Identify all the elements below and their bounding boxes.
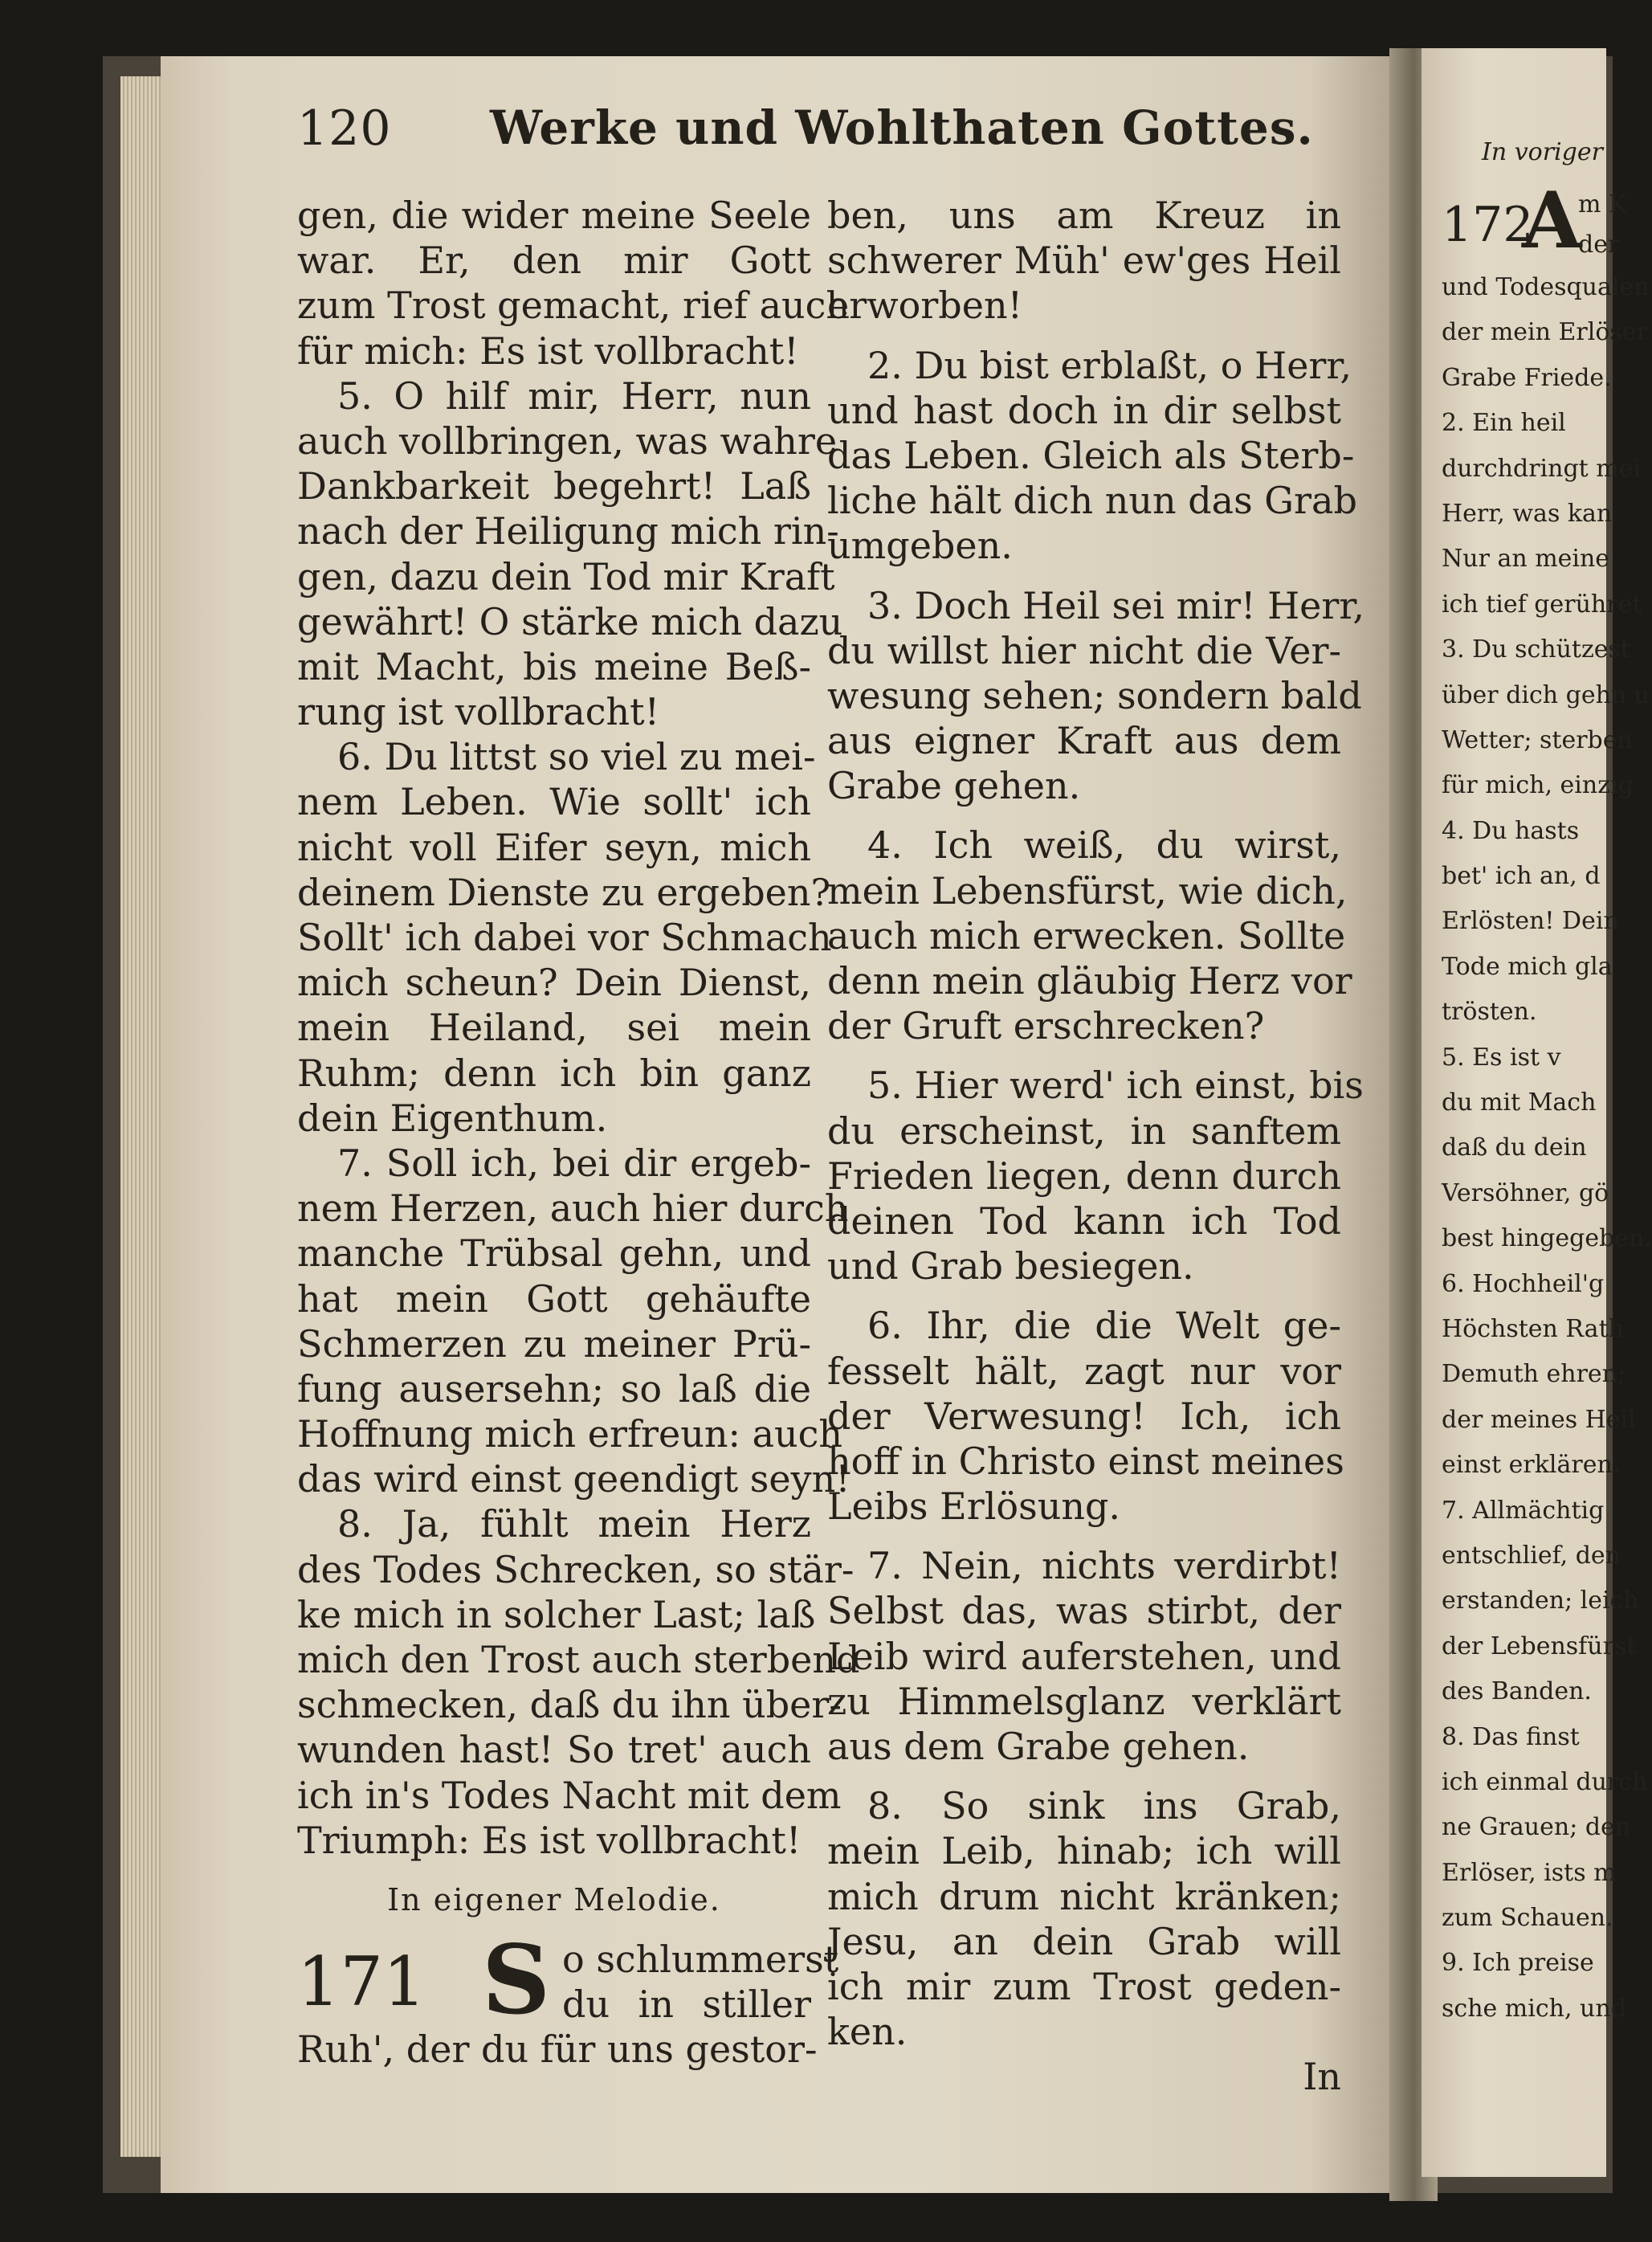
text-line: mit Macht, bis meine Beß- <box>297 644 811 688</box>
text-line: best hingegeben. <box>1442 1224 1652 1253</box>
text-line: das wird einst geendigt seyn! <box>297 1457 850 1501</box>
text-line: m K <box>1578 190 1627 218</box>
text-line: 4. Du hasts <box>1442 816 1580 845</box>
text-line: wesung sehen; sondern bald <box>827 673 1362 717</box>
text-line: über dich gehn u <box>1442 680 1650 709</box>
text-line: Nur an meine <box>1442 545 1610 574</box>
text-line: der Gruft erschrecken? <box>827 1004 1265 1048</box>
text-line: wunden hast! So tret' auch <box>297 1728 811 1772</box>
hymn-first-line: o schlummerst <box>562 1938 839 1982</box>
text-line: und Grab besiegen. <box>827 1244 1194 1288</box>
verse-start: 2. Du bist erblaßt, o Herr, <box>867 343 1352 387</box>
text-line: mein Lebensfürst, wie dich, <box>827 868 1348 913</box>
text-line: Herr, was kan <box>1442 499 1613 528</box>
text-line: durchdringt mei <box>1442 454 1642 483</box>
text-line: entschlief, den <box>1442 1541 1621 1570</box>
text-line: Grabe Friede. <box>1442 363 1612 392</box>
text-line: nicht voll Eifer seyn, mich <box>297 825 811 869</box>
facing-page-column <box>1442 120 1652 2032</box>
text-line: deinen Tod kann ich Tod <box>827 1199 1341 1243</box>
text-line: einst erklären. <box>1442 1451 1621 1480</box>
text-line: auch mich erwecken. Sollte <box>827 913 1346 958</box>
text-line: 9. Ich preise <box>1442 1949 1594 1978</box>
text-line: hoff in Christo einst meines <box>827 1439 1344 1483</box>
text-line: des Todes Schrecken, so stär- <box>297 1547 855 1591</box>
verse-start: 7. Nein, nichts verdirbt! <box>867 1544 1341 1588</box>
text-line: schwerer Müh' ew'ges Heil <box>827 239 1341 283</box>
drop-cap: S <box>482 1924 551 2036</box>
text-line: fung ausersehn; so laß die <box>297 1366 811 1411</box>
text-line: ne Grauen; den <box>1442 1813 1631 1842</box>
text-line: fesselt hält, zagt nur vor <box>827 1349 1341 1393</box>
melody-indication: In eigener Melodie. <box>387 1881 721 1917</box>
text-line: Höchsten Rath <box>1442 1314 1624 1343</box>
text-line: Hoffnung mich erfreun: auch <box>297 1412 843 1456</box>
text-line: für mich, einzig <box>1442 771 1634 800</box>
text-line: Selbst das, was stirbt, der <box>827 1589 1341 1633</box>
text-line: Erlöser, ists m <box>1442 1858 1617 1887</box>
text-line: denn mein gläubig Herz vor <box>827 959 1352 1003</box>
text-line: ke mich in solcher Last; laß <box>297 1592 816 1636</box>
text-line: Versöhner, gö <box>1442 1178 1609 1207</box>
text-line: schmecken, daß du ihn über- <box>297 1683 842 1727</box>
text-line: hat mein Gott gehäufte <box>297 1276 811 1321</box>
text-line: du erscheinst, in sanftem <box>827 1109 1341 1153</box>
text-line: 2. Ein heil <box>1442 409 1566 438</box>
text-line: und Todesqualen <box>1442 273 1650 301</box>
text-line: der mein Erlöser <box>1442 318 1648 347</box>
text-line: mich scheun? Dein Dienst, <box>297 961 811 1005</box>
text-line: aus dem Grabe gehen. <box>827 1725 1250 1768</box>
text-line: nem Leben. Wie sollt' ich <box>297 780 811 824</box>
verse-start: 8. Ja, fühlt mein Herz <box>337 1502 811 1546</box>
verse-start: 5. Hier werd' ich einst, bis <box>867 1064 1364 1108</box>
text-line: Wetter; sterben <box>1442 725 1633 754</box>
text-line: ich tief gerühret <box>1442 590 1642 619</box>
text-line: 3. Du schützest <box>1442 635 1630 664</box>
verse-start: 8. So sink ins Grab, <box>867 1784 1341 1828</box>
text-line: Erlösten! Dein <box>1442 907 1619 936</box>
text-line: zu Himmelsglanz verklärt <box>827 1679 1341 1723</box>
text-line: liche hält dich nun das Grab <box>827 479 1357 523</box>
text-line: du mit Mach <box>1442 1088 1597 1117</box>
left-text-column <box>297 193 860 2072</box>
text-line: für mich: Es ist vollbracht! <box>297 329 799 373</box>
text-line: Leib wird auferstehen, und <box>827 1634 1341 1678</box>
running-head: Werke und Wohlthaten Gottes. <box>490 100 1314 155</box>
text-line: Ruhm; denn ich bin ganz <box>297 1051 811 1095</box>
text-line: mich drum nicht kränken; <box>827 1874 1341 1918</box>
hymn-171-start <box>297 1924 839 2036</box>
text-line: mich den Trost auch sterbend <box>297 1638 860 1681</box>
text-line: bet' ich an, d <box>1442 862 1601 891</box>
text-line: mein Leib, hinab; ich will <box>827 1829 1341 1873</box>
verse-start: 6. Du littst so viel zu mei- <box>337 735 816 779</box>
hymn-second-line: du in stiller <box>562 1983 811 2027</box>
text-line: Ruh', der du für uns gestor- <box>297 2028 818 2072</box>
verse-start: 4. Ich weiß, du wirst, <box>867 823 1341 868</box>
page-header <box>297 100 1381 173</box>
text-line: ben, uns am Kreuz in <box>827 194 1341 237</box>
verse-start: 7. Soll ich, bei dir ergeb- <box>337 1141 811 1185</box>
text-line: rung ist vollbracht! <box>297 690 660 734</box>
text-line: du willst hier nicht die Ver- <box>827 628 1341 672</box>
text-line: das Leben. Gleich als Sterb- <box>827 433 1355 477</box>
text-line: Tode mich gla <box>1442 952 1613 981</box>
text-line: umgeben. <box>827 524 1013 568</box>
text-line: sche mich, und <box>1442 1994 1626 2023</box>
text-line: mein Heiland, sei mein <box>297 1006 811 1050</box>
text-line: Frieden liegen, denn durch <box>827 1154 1341 1198</box>
text-line: manche Trübsal gehn, und <box>297 1231 811 1276</box>
drop-cap: A <box>1522 175 1582 266</box>
text-line: 8. Das finst <box>1442 1722 1580 1751</box>
text-line: aus eigner Kraft aus dem <box>827 719 1341 763</box>
text-line: daß du dein <box>1442 1133 1587 1162</box>
text-line: der meines Heil <box>1442 1405 1636 1434</box>
text-line: erworben! <box>827 284 1023 328</box>
text-line: ich mir zum Trost geden- <box>827 1964 1341 2008</box>
text-line: Triumph: Es ist vollbracht! <box>297 1818 802 1862</box>
text-line: nem Herzen, auch hier durch <box>297 1186 849 1231</box>
verse-start: 5. O hilf mir, Herr, nun <box>337 374 811 418</box>
verse-start: 6. Ihr, die die Welt ge- <box>867 1304 1341 1348</box>
right-text-column <box>827 193 1364 2100</box>
text-line: trösten. <box>1442 998 1537 1027</box>
text-line: ich in's Todes Nacht mit dem <box>297 1773 842 1817</box>
text-line: deinem Dienste zu ergeben? <box>297 870 831 914</box>
text-line: und hast doch in dir selbst <box>827 388 1341 432</box>
text-line: 6. Hochheil'g <box>1442 1269 1605 1298</box>
text-line: gewährt! O stärke mich dazu <box>297 599 843 643</box>
text-line: Demuth ehren; <box>1442 1360 1626 1389</box>
text-line: 7. Allmächtig <box>1442 1496 1605 1525</box>
text-line: erstanden; leich <box>1442 1587 1639 1615</box>
text-line: Grabe gehen. <box>827 764 1081 808</box>
text-line: gen, dazu dein Tod mir Kraft <box>297 554 835 598</box>
text-line: zum Trost gemacht, rief auch <box>297 284 850 328</box>
text-line: Leibs Erlösung. <box>827 1484 1121 1529</box>
text-line: 5. Es ist v <box>1442 1043 1561 1072</box>
text-line: der Verwesung! Ich, ich <box>827 1394 1341 1438</box>
text-line: dein Eigenthum. <box>297 1096 608 1140</box>
hymn-172-start <box>1442 175 1627 266</box>
text-line: war. Er, den mir Gott <box>297 239 811 283</box>
text-line: des Banden. <box>1442 1677 1592 1706</box>
text-line: der Lebensfürst <box>1442 1631 1637 1660</box>
text-line: gen, die wider meine Seele <box>297 194 811 237</box>
catchword: In <box>1303 2055 1341 2099</box>
text-line: Jesu, an dein Grab will <box>827 1919 1341 1963</box>
text-line: Schmerzen zu meiner Prü- <box>297 1321 811 1366</box>
text-line: ich einmal durch <box>1442 1767 1648 1796</box>
text-line: nach der Heiligung mich rin- <box>297 509 839 553</box>
text-line: der <box>1578 231 1620 259</box>
text-line: ken. <box>827 2010 908 2054</box>
facing-page-header: In voriger <box>1482 138 1603 166</box>
text-line: auch vollbringen, was wahre <box>297 419 838 463</box>
text-line: Sollt' ich dabei vor Schmach <box>297 916 832 959</box>
text-line: zum Schauen. <box>1442 1904 1613 1933</box>
verse-start: 3. Doch Heil sei mir! Herr, <box>867 583 1364 627</box>
page-number: 120 <box>297 100 392 157</box>
hymn-number: 172 <box>1442 197 1534 253</box>
text-line: Dankbarkeit begehrt! Laß <box>297 464 811 508</box>
hymn-number: 171 <box>297 1942 426 2022</box>
